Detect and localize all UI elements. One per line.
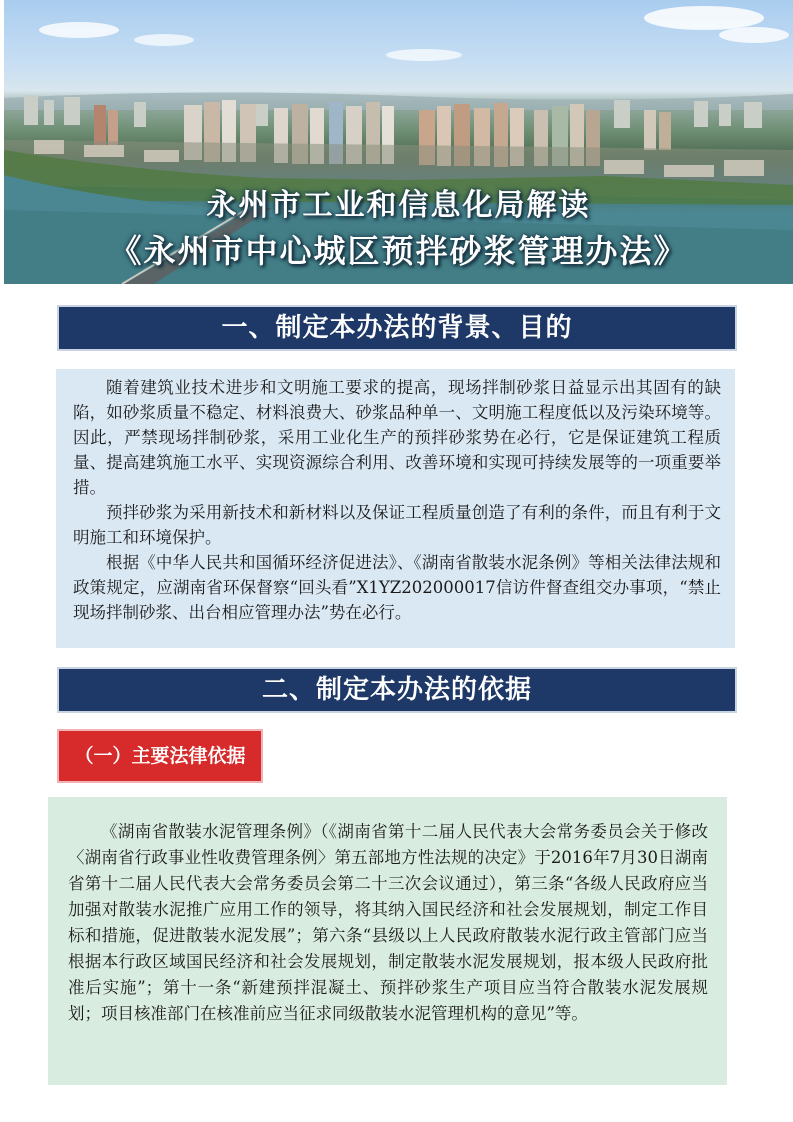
section-heading-background: 一、制定本办法的背景、目的 [57, 305, 737, 351]
paragraph: 随着建筑业技术进步和文明施工要求的提高，现场拌制砂浆日益显示出其固有的缺陷，如砂浆质量不稳定、材料浪费大、砂浆品种单一、文明施工程度低以及污染环境等。因此，严禁现场拌制砂浆，采用工业化生产的预拌砂浆势在必行，它是保证建筑工程质量、提高建筑施工水平、实现资源综合利用、改善环境和实现可持续发展等的一项重要举措。 [73, 378, 721, 497]
paragraph: 预拌砂浆为采用新技术和新材料以及保证工程质量创造了有利的条件，而且有利于文明施工和环境保护。 [73, 503, 721, 547]
section-heading-basis: 二、制定本办法的依据 [57, 667, 737, 713]
banner-title-line2: 《永州市中心城区预拌砂浆管理办法》 [109, 232, 688, 270]
background-panel [56, 369, 735, 648]
paragraph: 《湖南省散装水泥管理条例》（《湖南省第十二届人民代表大会常务委员会关于修改〈湖南省行政事业性收费管理条例〉第五部地方性法规的决定》于2016年7月30日湖南省第十二届人民代表大会常务委员会第二十三次会议通过），第三条“各级人民政府应当加强对散装水泥推广应用工作的领导，将其纳入国民经济和社会发展规划，制定工作目标和措施，促进散装水泥发展”；第六条“县级以上人民政府散装水泥行政主管部门应当根据本行政区域国民经济和社会发展规划，制定散装水泥发展规划，报本级人民政府批准后实施”；第十一条“新建预拌混凝土、预拌砂浆生产项目应当符合散装水泥发展规划；项目核准部门在核准前应当征求同级散装水泥管理机构的意见”等。 [68, 822, 708, 1023]
banner [4, 0, 793, 284]
legal-basis-panel [48, 797, 727, 1085]
subsection-heading-legal-basis: （一）主要法律依据 [57, 729, 263, 783]
paragraph: 根据《中华人民共和国循环经济促进法》、《湖南省散装水泥条例》等相关法律法规和政策规定，应湖南省环保督察“回头看”X1YZ202000017信访件督查组交办事项，“禁止现场拌制砂浆、出台相应管理办法”势在必行。 [73, 553, 721, 622]
banner-title-line1: 永州市工业和信息化局解读 [206, 188, 591, 223]
